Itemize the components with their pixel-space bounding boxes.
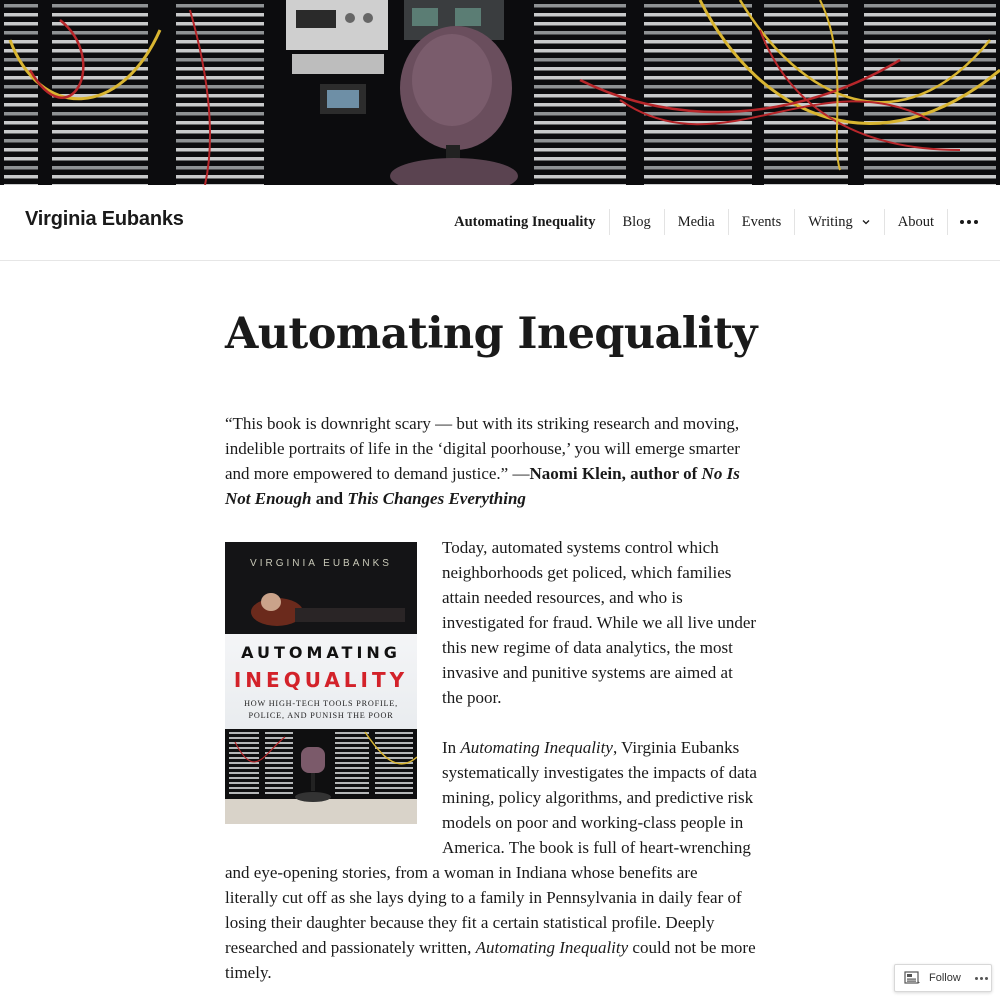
paragraph-line: Today, automated systems control which	[442, 538, 719, 557]
paragraph-text: could not be more	[632, 938, 756, 957]
nav-item-media[interactable]: Media	[664, 209, 728, 235]
primary-menu	[441, 209, 978, 235]
paragraph-line: invasive and punitive systems are aimed at	[442, 663, 733, 682]
paragraph-line: models on poor and working-class people in	[442, 813, 744, 832]
cover-title-line-2: INEQUALITY	[233, 668, 409, 692]
nav-item-automating-inequality[interactable]: Automating Inequality	[454, 214, 596, 230]
chevron-down-icon[interactable]	[861, 217, 871, 227]
quote-text: and more empowered to demand justice.” —	[225, 464, 530, 483]
paragraph-line	[225, 735, 757, 760]
book-title-italic: Automating Inequality	[475, 938, 629, 957]
quote-book-title: Not Enough	[225, 489, 312, 508]
cover-author: VIRGINIA EUBANKS	[250, 558, 392, 569]
nav-item-events[interactable]: Events	[728, 209, 794, 235]
cover-title-line-1: AUTOMATING	[241, 643, 401, 662]
cover-subtitle-line: HOW HIGH-TECH TOOLS PROFILE,	[244, 699, 398, 708]
paragraph-text: , Virginia Eubanks	[612, 738, 740, 757]
ellipsis-icon[interactable]	[975, 977, 988, 980]
paragraph-text: researched and passionately written,	[225, 938, 472, 957]
nav-item-writing[interactable]	[794, 209, 884, 235]
cover-subtitle	[225, 698, 417, 722]
paragraph-line: mining, policy algorithms, and predictive risk	[442, 788, 754, 807]
paragraph-line: neighborhoods get policed, which families	[442, 563, 732, 582]
quote-attribution: Naomi Klein, author of	[529, 464, 698, 483]
quote-book-title: This Changes Everything	[347, 489, 526, 508]
header-image	[0, 0, 1000, 185]
nav-item-about[interactable]: About	[884, 209, 947, 235]
quote-line	[225, 486, 780, 511]
page-title: Automating Inequality	[225, 309, 757, 359]
paragraph-line: investigated for fraud. While we all live under	[442, 613, 757, 632]
nav-item-writing-label: Writing	[808, 214, 853, 230]
quote-and: and	[315, 489, 344, 508]
paragraph-line: systematically investigates the impacts of data	[442, 763, 757, 782]
quote-book-title: No Is	[701, 464, 740, 483]
paragraph-line: literally cut off as she lays dying to a family in Pennsylvania in daily fear of	[225, 888, 742, 907]
reader-icon	[904, 971, 921, 985]
paragraph-line: this new regime of data analytics, the most	[442, 638, 733, 657]
paragraph-line: and eye-opening stories, from a woman in Indiana whose benefits are	[225, 863, 698, 882]
book-quote	[225, 411, 780, 511]
paragraph-line: losing their daughter because they fit a certain statistical profile. Deeply	[225, 913, 715, 932]
paragraph-line	[225, 935, 757, 960]
quote-line	[225, 461, 780, 486]
quote-line: “This book is downright scary — but with its striking research and moving,	[225, 414, 740, 433]
paragraph-text: In	[442, 738, 457, 757]
book-title-italic: Automating Inequality	[460, 738, 613, 757]
intro-paragraph	[442, 535, 756, 710]
follow-label: Follow	[929, 972, 961, 984]
paragraph-line: timely.	[225, 963, 272, 982]
paragraph-line: America. The book is full of heart-wrenching	[442, 838, 751, 857]
nav-item-blog[interactable]: Blog	[609, 209, 664, 235]
follow-button[interactable]	[894, 964, 992, 992]
cover-subtitle-line: POLICE, AND PUNISH THE POOR	[248, 711, 394, 720]
ellipsis-icon[interactable]	[947, 209, 978, 235]
paragraph-line: the poor.	[442, 688, 502, 707]
description-paragraph	[225, 735, 757, 985]
site-header	[0, 185, 1000, 261]
site-title-link[interactable]: Virginia Eubanks	[25, 208, 184, 230]
quote-line: indelible portraits of life in the ‘digital poorhouse,’ you will emerge smarter	[225, 439, 740, 458]
paragraph-line: attain needed resources, and who is	[442, 588, 683, 607]
